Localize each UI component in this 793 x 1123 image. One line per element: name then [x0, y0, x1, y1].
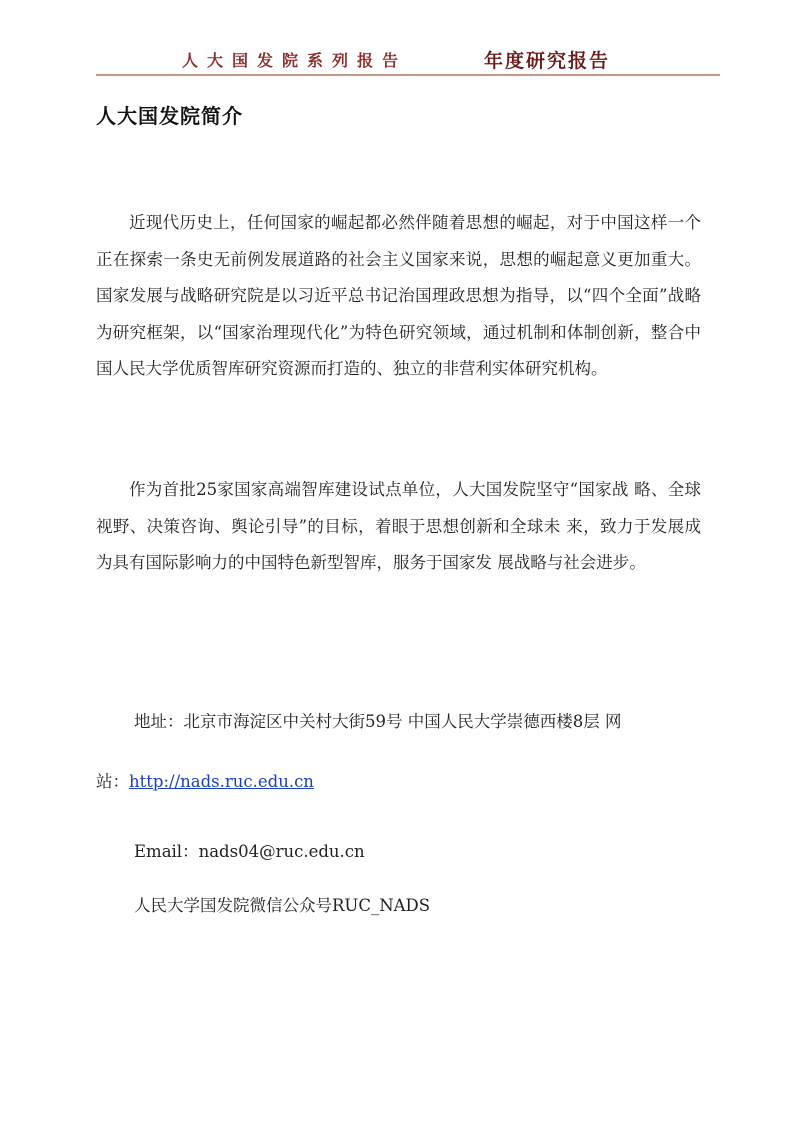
website-line: [96, 768, 314, 792]
intro-paragraph-1: 近现代历史上，任何国家的崛起都必然伴随着思想的崛起，对于中国这样一个正在探索一条史无前例发展道路的社会主义国家来说，思想的崛起意义更加重大。国家发展与战略研究院是以习近平总书记治国理政思想为指导，以“四个全面”战略为研究框架，以“国家治理现代化”为特色研究领域，通过机制和体制创新，整合中国人民大学优质智库研究资源而打造的、独立的非营利实体研究机构。: [96, 213, 701, 378]
email-label: Email：: [134, 842, 199, 861]
address-line: 地址：北京市海淀区中关村大街59号 中国人民大学崇德西楼8层 网: [134, 712, 622, 731]
annual-report-title: 年度研究报告: [484, 50, 611, 72]
email-address: nads04@ruc.edu.cn: [198, 842, 365, 861]
website-link[interactable]: http://nads.ruc.edu.cn: [129, 772, 314, 791]
website-label: 站：: [96, 772, 129, 791]
page-header: [96, 44, 720, 76]
wechat-line: 人民大学国发院微信公众号RUC_NADS: [134, 896, 431, 915]
report-series-title: 人大国发院系列报告: [182, 51, 408, 70]
intro-heading: 人大国发院简介: [96, 104, 243, 128]
intro-paragraph-2: 作为首批25家国家高端智库建设试点单位，人大国发院坚守“国家战 略、全球视野、决策咨询、舆论引导”的目标，着眼于思想创新和全球未 来，致力于发展成为具有国际影响力的中国特色新型智库，服务于国家发 展战略与社会进步。: [96, 480, 701, 572]
email-line: [134, 838, 365, 862]
